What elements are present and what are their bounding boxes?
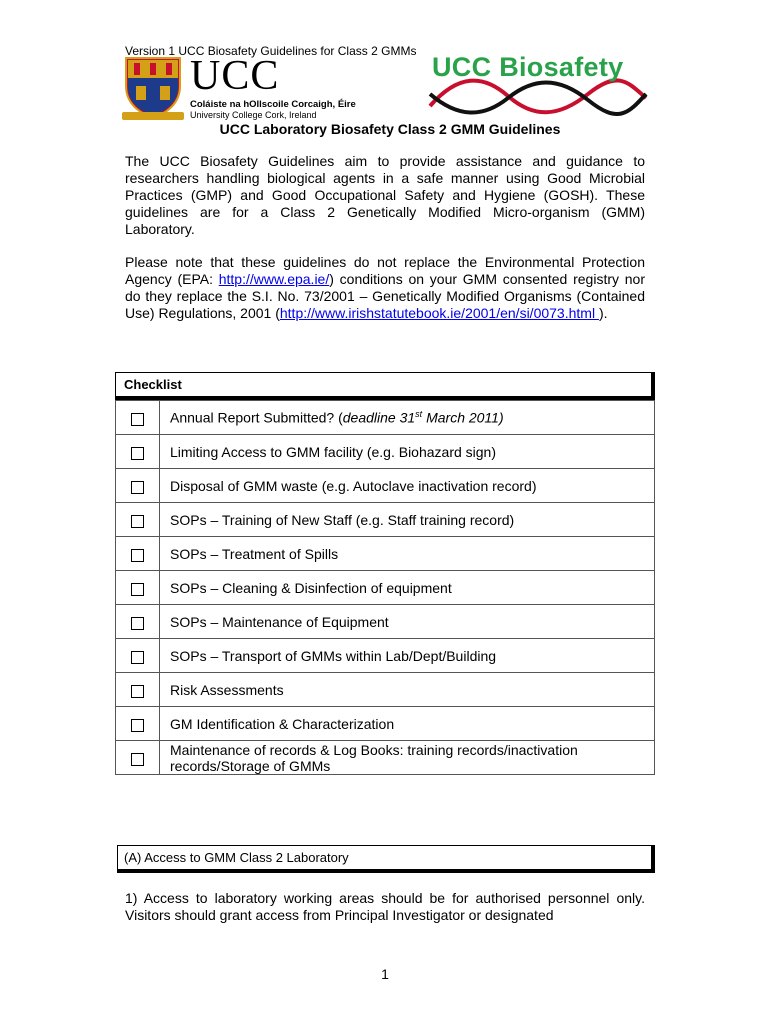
checklist-row	[116, 741, 655, 775]
note-text-1: Please note that these guidelines do not replace the Environmental Protection Agency (EPA:	[125, 254, 645, 287]
checklist-item-label: GM Identification & Characterization	[160, 707, 655, 741]
note-paragraph	[125, 254, 645, 322]
checkbox[interactable]	[131, 481, 144, 494]
checkbox[interactable]	[131, 583, 144, 596]
checkbox[interactable]	[131, 719, 144, 732]
checklist-row	[116, 435, 655, 469]
note-text-3: ).	[598, 305, 608, 321]
checklist-item-label: SOPs – Training of New Staff (e.g. Staff training record)	[160, 503, 655, 537]
biosafety-wordmark: UCC Biosafety	[432, 52, 624, 82]
checkbox[interactable]	[131, 549, 144, 562]
ucc-irish-name: Coláiste na hOllscoile Corcaigh, Éire	[190, 99, 356, 110]
checklist-item-label: Maintenance of records & Log Books: training records/inactivation records/Storage of GMMs	[160, 741, 655, 775]
checkbox[interactable]	[131, 447, 144, 460]
epa-link[interactable]: http://www.epa.ie/	[218, 271, 330, 287]
ucc-english-name: University College Cork, Ireland	[190, 110, 317, 120]
checklist-item-label: Risk Assessments	[160, 673, 655, 707]
checkbox[interactable]	[131, 617, 144, 630]
checklist-item-label: SOPs – Cleaning & Disinfection of equipment	[160, 571, 655, 605]
note-text-2: ) conditions on your GMM consented registry nor do they replace the S.I. No. 73/2001 – Genetically Modified Organisms (Contained Use) Regulations, 2001 (	[125, 271, 645, 321]
checklist-row	[116, 571, 655, 605]
checklist-row	[116, 639, 655, 673]
checklist-row	[116, 537, 655, 571]
checklist-item-label: Limiting Access to GMM facility (e.g. Biohazard sign)	[160, 435, 655, 469]
checkbox[interactable]	[131, 651, 144, 664]
ucc-wordmark: UCC	[190, 53, 280, 99]
intro-paragraph: The UCC Biosafety Guidelines aim to provide assistance and guidance to researchers handling biological agents in a safe manner using Good Microbial Practices (GMP) and Good Occupational Safety and Hygiene (GOSH). These guidelines are for a Class 2 Genetically Modified Micro-organism (GMM) Laboratory.	[125, 153, 645, 237]
section-a-heading: (A) Access to GMM Class 2 Laboratory	[117, 845, 655, 873]
document-title: UCC Laboratory Biosafety Class 2 GMM Guidelines	[219, 121, 561, 137]
checklist-item-label: SOPs – Transport of GMMs within Lab/Dept/Building	[160, 639, 655, 673]
checklist-item-label: Annual Report Submitted? (deadline 31st March 2011)	[160, 401, 655, 435]
checklist-row	[116, 503, 655, 537]
checklist-item-label: Disposal of GMM waste (e.g. Autoclave inactivation record)	[160, 469, 655, 503]
checklist-table	[115, 400, 655, 775]
section-a-paragraph: 1) Access to laboratory working areas should be for authorised personnel only. Visitors should grant access from Principal Investigator or designated	[125, 890, 645, 923]
checklist-row	[116, 401, 655, 435]
checkbox[interactable]	[131, 753, 144, 766]
checklist-row	[116, 469, 655, 503]
checkbox[interactable]	[131, 685, 144, 698]
checkbox[interactable]	[131, 413, 144, 426]
checklist-row	[116, 605, 655, 639]
statute-link[interactable]: http://www.irishstatutebook.ie/2001/en/si/0073.html	[279, 305, 599, 321]
running-header: Version 1 UCC Biosafety Guidelines for Class 2 GMMs	[125, 44, 417, 58]
checklist-heading: Checklist	[115, 372, 655, 400]
checklist-item-label: SOPs – Treatment of Spills	[160, 537, 655, 571]
checklist-row	[116, 707, 655, 741]
checklist	[115, 372, 655, 775]
page-number: 1	[381, 966, 389, 982]
checklist-item-label: SOPs – Maintenance of Equipment	[160, 605, 655, 639]
checkbox[interactable]	[131, 515, 144, 528]
checklist-row	[116, 673, 655, 707]
